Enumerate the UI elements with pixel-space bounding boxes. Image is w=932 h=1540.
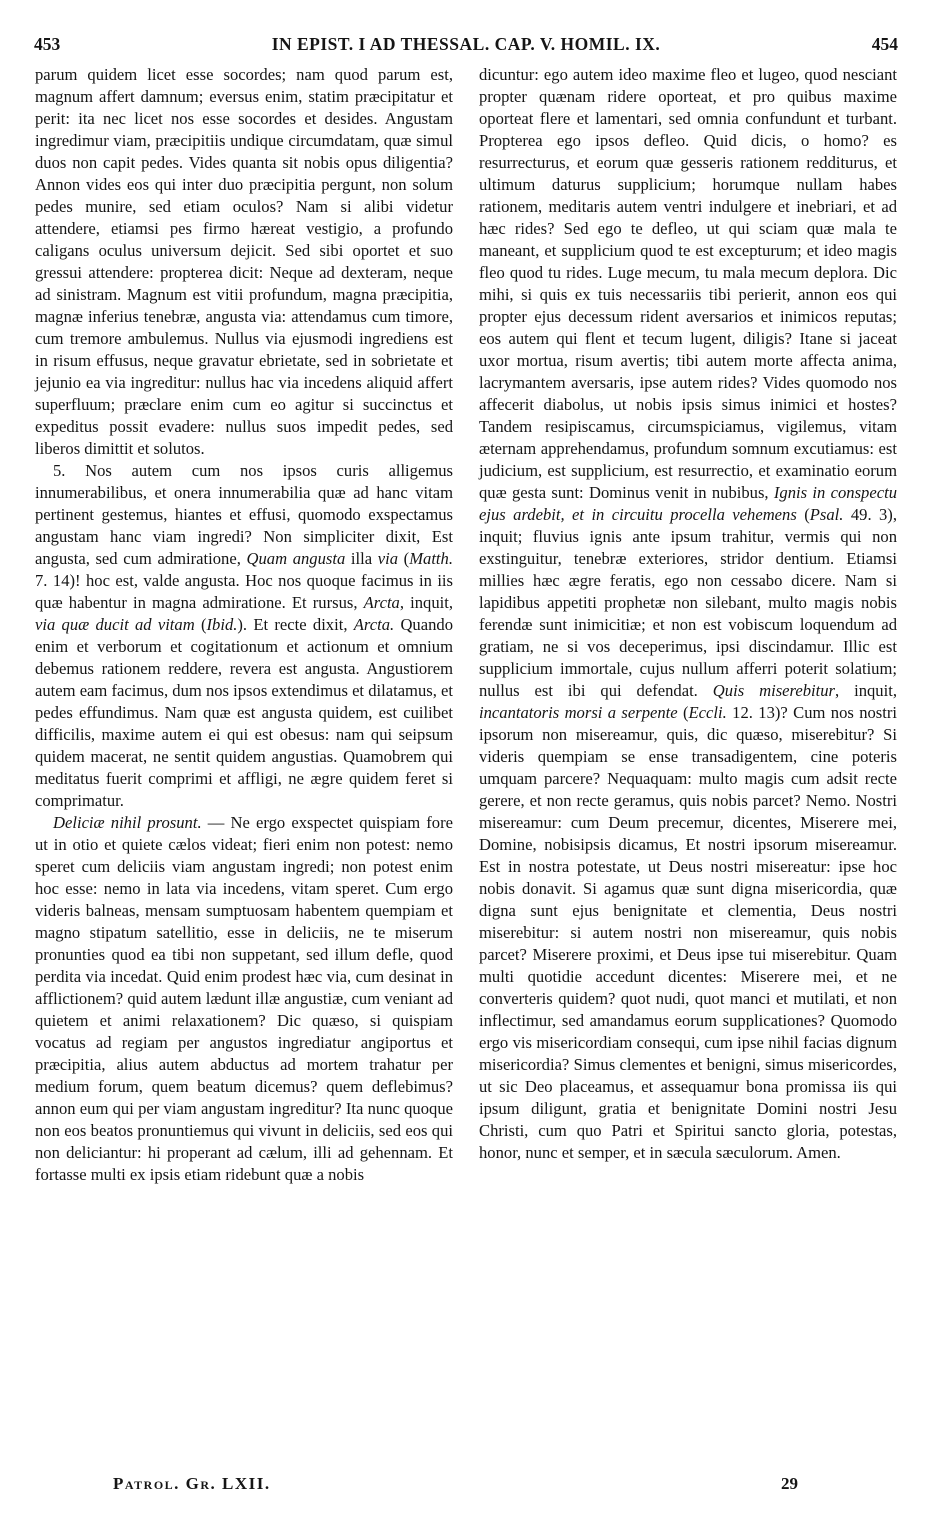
page-number-right: 454 xyxy=(871,34,898,54)
text-run: ( xyxy=(398,549,410,568)
text-run: ). Et recte dixit, xyxy=(237,615,354,634)
text-run: 5. Nos autem cum nos ipsos curis alligemus innumerabilibus, et onera innumerabilia quæ ad hanc vitam pertinent gestemus, hiantes et effusi, quomodo exspectamus angustam hanc viam ingredi? Non simpliciter dixit, Est angusta, sed cum admiratione, xyxy=(35,461,453,568)
citation: Ibid. xyxy=(206,615,238,634)
quotation: Arcta. xyxy=(353,615,395,634)
citation: Psal. xyxy=(809,505,844,524)
text-run: 49. 3), inquit; fluvius ignis ante ipsum trahitur, vermis qui non exstinguitur, tenebræ exteriores, stridor dentium. Etiamsi millies hæc ægre feratis, ego non cessabo dicere. Nam si lapidibus appetiti prophetæ non silebant, multo magis nobis ferendæ sunt inimicitiæ; et non est vobiscum loquendum ad gratiam, ne si vos deceperimus, ipsi discindamur. Illic est supplicium immortale, cujus nullum afferri poterit solatium; nullus est ibi qui defendat. xyxy=(479,505,897,700)
text-run: 12. 13)? Cum nos nostri ipsorum non misereamur, quis, dic quæso, miserebitur? Si videris quempiam se ense transadigentem, cine poteris umquam parcere? Nequaquam: multo magis cum adsit recte gerere, et non recte geramus, quis nobis parcet? Nemo. Nostri misereamur: cum Deum precemur, dicentes, Miserere mei, Domine, nobisipsis dicamus, Et nostri ipsorum misereamur. Est in nostra potestate, ut Deus nostri misereatur: ipse hoc nobis donavit. Si agamus quæ sunt digna misericordia, quæ digna sunt ejus benignitate et clementia, Deus nostri miserebitur: si autem nostri non misereamur, quis nobis parcet? Miserere proximi, et Deus ipse tui miserebitur. Quam multi quotidie accedunt dicentes: Miserere mei, et ne converteris quidem? quot nudi, quot manci et mutilati, et non inflectimur, sed amandamus eorum supplicationes? Quomodo ergo vis misericordiam consequi, cum ipse nihil facias dignum misericordia? Simus clementes et benigni, simus misericordes, ut sic Deo placeamus, et assequamur bona promissa iis qui ipsum diligunt, gratia et benignitate Domini nostri Jesu Christi, cum quo Patri et Spiritui sancto gloria, potestas, honor, nunc et semper, et in sæcula sæculorum. Amen. xyxy=(479,703,897,1162)
left-column xyxy=(35,64,453,1186)
text-run: ( xyxy=(796,505,810,524)
page-number-left: 453 xyxy=(34,34,61,54)
page-footer xyxy=(0,1474,932,1500)
text-run: , inquit, xyxy=(399,593,454,612)
text-run: ( xyxy=(194,615,207,634)
quotation: Quam angusta xyxy=(246,549,346,568)
text-run: — Ne ergo exspectet quispiam fore ut in otio et quiete cælos videat; fieri enim non potest: nemo speret cum deliciis viam angustam ingredi; non potest enim hoc esse: nemo in lata via incedens, vitam speret. Cum ergo videris balneas, mensam sumptuosam habentem quempiam et magno stipatum satellitio, esse in deliciis, ne te miserum pronunties quod ea tibi non suppetant, sed illum defle, quod perdita via incedat. Quid enim prodest hæc via, cum desinat in afflictionem? quid autem lædunt illæ angustiæ, cum veniant ad quietem et animi relaxationem? Dic quæso, si quispiam vocatus ad regiam per angustos ingrediatur angiportus et præcipitia, alius autem abductus ad mortem trahatur per medium forum, quem beatum dicemus? quem deflebimus? annon eum qui per viam angustam ingreditur? Ita nunc quoque non eos beatos pronuntiemus qui vivunt in deliciis, sed eos qui non deliciantur: hi properant ad cælum, illi ad gehennam. Et fortasse multi ex ipsis etiam ridebunt quæ a nobis xyxy=(35,813,453,1184)
running-title: IN EPIST. I AD THESSAL. CAP. V. HOMIL. IX. xyxy=(271,34,661,54)
text-run: dicuntur: ego autem ideo maxime fleo et lugeo, quod nesciant propter quænam ridere oporteat, et pro quibus maxime oporteat flere et lamentari, sed omnia confundunt et turbant. Propterea ego ipsos defleo. Quid dicis, o homo? es resurrecturus, et eorum quæ gesseris rationem redditurus, et ultimum daturus supplicium; horumque nullam habes rationem, meditaris autem ventri indulgere et inebriari, et ad hæc rides? Sed ego te defleo, ut qui sciam quæ mala te maneant, et supplicium quod te est excepturum; et ideo magis fleo quod tu rides. Luge mecum, tu mala mecum deplora. Dic mihi, si quis ex tuis necessariis tibi perierit, annon eos qui propter ejus decessum rident aversarios et inimicos reputas; eos autem qui flent et tecum lugent, diligis? Itane si jaceat uxor mortua, risum avertis; tibi autem morte affecta anima, lacrymantem aversaris, ipse autem rides? Vides quomodo nos affecerit diabolus, ut nobis ipsis simus inimici et hostes? Tandem resipiscamus, circumspiciamus, vigilemus, vitam æternam apprehendamus, profundum somnum excutiamus: est judicium, est supplicium, est resurrectio, et examinatio eorum quæ gesta sunt: Dominus venit in nubibus, xyxy=(479,65,897,502)
section-heading: Deliciæ nihil prosunt. xyxy=(53,813,202,832)
text-run: , inquit, xyxy=(835,681,897,700)
quotation: via quæ ducit ad vitam xyxy=(35,615,195,634)
quotation: Ignis in conspectu ejus ardebit, et in circuitu procella vehemens xyxy=(479,483,897,524)
citation: Eccli. xyxy=(688,703,727,722)
text-run: illa xyxy=(345,549,378,568)
paragraph-deliciae xyxy=(35,812,453,1186)
quotation: Arcta xyxy=(363,593,400,612)
sheet-number: 29 xyxy=(781,1474,798,1493)
right-column xyxy=(479,64,897,1164)
quotation: Quis miserebitur xyxy=(712,681,835,700)
quotation: incantatoris morsi a serpente xyxy=(479,703,678,722)
text-run: ( xyxy=(677,703,689,722)
citation: Matth. xyxy=(409,549,453,568)
paragraph-continued: parum quidem licet esse socordes; nam quod parum est, magnum affert damnum; eversus enim, statim præcipitatur et perit: ita nec licet nos esse socordes et desides. Angustam ingredimur viam, præcipitiis undique circumdatam, quæ simul duos non capit pedes. Vides quanta sit nobis opus diligentia? Annon vides eos qui inter duo præcipitia pergunt, non solum pedes munire, sed etiam oculos? Nam si alibi videtur attendere, etiamsi pes firmo hæreat vestigio, a profundo caligans oculus universum dejicit. Sed sibi oportet et suo gressui attendere: propterea dicit: Neque ad dexteram, neque ad sinistram. Magnum est vitii profundum, magna præcipitia, magnæ inferius tenebræ, angusta via: attendamus cum timore, cum tremore ambulemus. Nullus via ejusmodi ingrediens est in risum effusus, neque gravatur ebrietate, sed in sobrietate et jejunio ea via ingreditur: nullus hac via incedens aliquid affert superfluum; præclare enim cum eo agitur si succinctus et expeditus possit evadere: nullus suos impedit pedes, sed liberos dimittit et solutos. xyxy=(35,65,453,458)
signature-mark: Patrol. Gr. LXII. xyxy=(113,1474,271,1493)
quotation: via xyxy=(377,549,399,568)
paragraph-continued xyxy=(479,64,897,1164)
paragraph-section-5 xyxy=(35,460,453,812)
text-run: Quando enim et verborum et cogitationum et actionum et omnium debemus rationem reddere, revera est angusta. Angustiorem autem eam facimus, dum nos ipsos extendimus et dilatamus, et pedes effundimus. Nam quæ est angusta quidem, est cuilibet difficilis, maxime autem ei qui est obesus: nam qui seipsum quidem macerat, ne sentit quidem angustias. Quamobrem qui meditatus fuerit comprimi et affligi, ne ægre quidem feret si comprimatur. xyxy=(35,615,453,810)
text-run: 7. 14)! hoc est, valde angusta. Hoc nos quoque facimus in iis quæ habentur in magna admiratione. Et rursus, xyxy=(35,571,453,612)
running-header xyxy=(34,34,898,60)
